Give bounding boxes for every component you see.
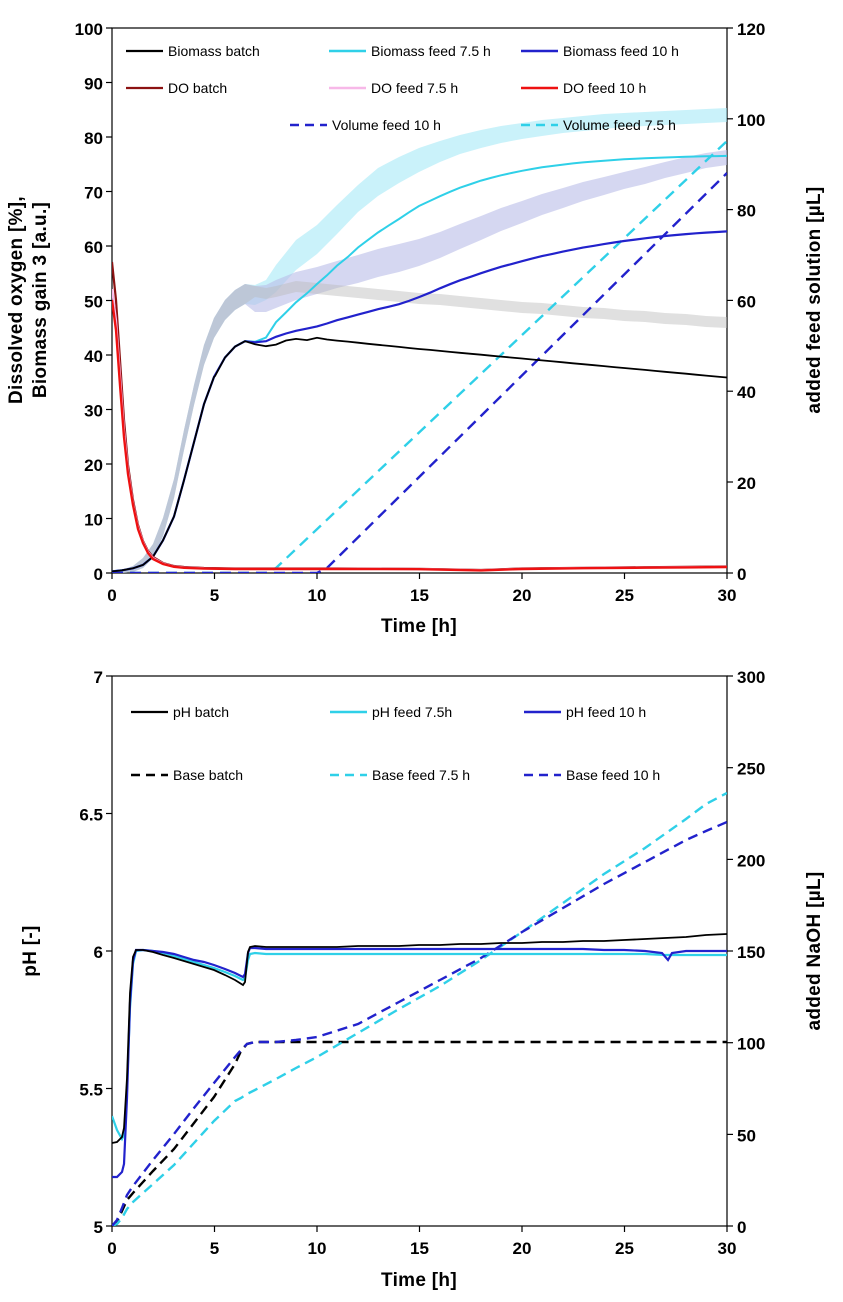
tick: 20 bbox=[84, 456, 103, 475]
tick: 20 bbox=[512, 586, 532, 605]
tick: 10 bbox=[307, 1239, 327, 1258]
tick: 5.5 bbox=[79, 1080, 103, 1100]
legend-label-biomass-feed-7-5h: Biomass feed 7.5 h bbox=[371, 43, 491, 59]
x-ticks-top bbox=[107, 586, 736, 605]
legend-label-volume-feed-7-5h: Volume feed 7.5 h bbox=[563, 117, 676, 133]
x-tickmarks-bottom bbox=[112, 1226, 727, 1232]
tick: 100 bbox=[74, 20, 103, 39]
tick: 5 bbox=[209, 586, 220, 605]
tick: 10 bbox=[84, 510, 103, 530]
y-left-tickmarks-bottom bbox=[106, 676, 112, 1226]
legend-label-base-batch: Base batch bbox=[173, 767, 244, 783]
legend-label-ph-feed-10h: pH feed 10 h bbox=[566, 704, 647, 720]
tick: 6.5 bbox=[79, 805, 103, 825]
top-chart-svg bbox=[0, 0, 843, 648]
tick: 25 bbox=[615, 1239, 634, 1258]
chart-panel-bottom bbox=[0, 648, 843, 1302]
tick: 0 bbox=[107, 1239, 117, 1258]
y-right-tickmarks-top bbox=[727, 28, 733, 573]
chart-panel-top bbox=[0, 0, 843, 648]
tick: 15 bbox=[410, 586, 429, 605]
tick: 120 bbox=[737, 20, 766, 39]
legend-label-base-feed-10h: Base feed 10 h bbox=[566, 767, 661, 783]
tick: 20 bbox=[512, 1239, 532, 1258]
tick: 30 bbox=[717, 1239, 737, 1258]
tick: 250 bbox=[737, 759, 766, 779]
legend-label-ph-batch: pH batch bbox=[173, 704, 230, 720]
legend-label-do-batch: DO batch bbox=[168, 80, 228, 96]
y-axis-left-title-bottom: pH [-] bbox=[20, 925, 41, 977]
tick: 60 bbox=[737, 292, 756, 312]
legend-label-do-feed-7-5h: DO feed 7.5 h bbox=[371, 80, 459, 96]
y-left-ticks-bottom bbox=[79, 668, 103, 1237]
legend-label-volume-feed-10h: Volume feed 10 h bbox=[332, 117, 441, 133]
tick: 5 bbox=[209, 1239, 220, 1258]
tick: 20 bbox=[737, 474, 756, 493]
tick: 6 bbox=[93, 943, 103, 962]
tick: 50 bbox=[737, 1126, 756, 1146]
tick: 0 bbox=[107, 586, 117, 605]
y-right-ticks-bottom bbox=[737, 668, 765, 1237]
tick: 0 bbox=[737, 1218, 747, 1237]
legend-label-biomass-feed-10h: Biomass feed 10 h bbox=[563, 43, 679, 59]
tick: 150 bbox=[737, 943, 766, 962]
tick: 80 bbox=[737, 201, 756, 221]
tick: 7 bbox=[93, 668, 103, 687]
x-ticks-bottom bbox=[107, 1239, 736, 1258]
y-left-tickmarks-top bbox=[106, 28, 112, 573]
y-axis-right-title-bottom: added NaOH [µL] bbox=[804, 871, 825, 1031]
y-axis-left-title-line2: Biomass gain 3 [a.u.] bbox=[30, 201, 51, 399]
y-axis-right-title-top: added feed solution [µL] bbox=[804, 186, 825, 414]
legend-label-ph-feed-7-5h: pH feed 7.5h bbox=[372, 704, 453, 720]
tick: 10 bbox=[307, 586, 327, 605]
y-left-ticks-top bbox=[75, 20, 103, 584]
y-axis-left-title-line1: Dissolved oxygen [%], bbox=[6, 196, 27, 404]
x-axis-title-top: Time [h] bbox=[381, 616, 457, 637]
tick: 25 bbox=[615, 586, 634, 605]
tick: 200 bbox=[737, 851, 766, 871]
bottom-chart-svg bbox=[0, 648, 843, 1302]
tick: 30 bbox=[84, 401, 103, 421]
tick: 40 bbox=[737, 383, 756, 403]
tick: 0 bbox=[93, 565, 103, 584]
y-right-tickmarks-bottom bbox=[727, 676, 733, 1226]
x-axis-title-bottom: Time [h] bbox=[381, 1270, 457, 1291]
legend-label-base-feed-7-5h: Base feed 7.5 h bbox=[372, 767, 471, 783]
tick: 90 bbox=[84, 74, 103, 94]
tick: 40 bbox=[84, 347, 103, 366]
tick: 100 bbox=[737, 1034, 766, 1054]
tick: 300 bbox=[737, 668, 766, 687]
tick: 60 bbox=[84, 238, 103, 257]
x-tickmarks-top bbox=[112, 573, 727, 579]
tick: 0 bbox=[737, 565, 747, 584]
tick: 15 bbox=[410, 1239, 429, 1258]
legend-label-do-feed-10h: DO feed 10 h bbox=[563, 80, 647, 96]
tick: 70 bbox=[84, 183, 103, 203]
tick: 30 bbox=[717, 586, 737, 605]
tick: 5 bbox=[93, 1218, 103, 1237]
tick: 50 bbox=[84, 292, 103, 312]
tick: 80 bbox=[84, 129, 103, 148]
tick: 100 bbox=[737, 110, 766, 130]
y-right-ticks-top bbox=[737, 20, 765, 584]
legend-label-biomass-batch: Biomass batch bbox=[168, 43, 260, 59]
